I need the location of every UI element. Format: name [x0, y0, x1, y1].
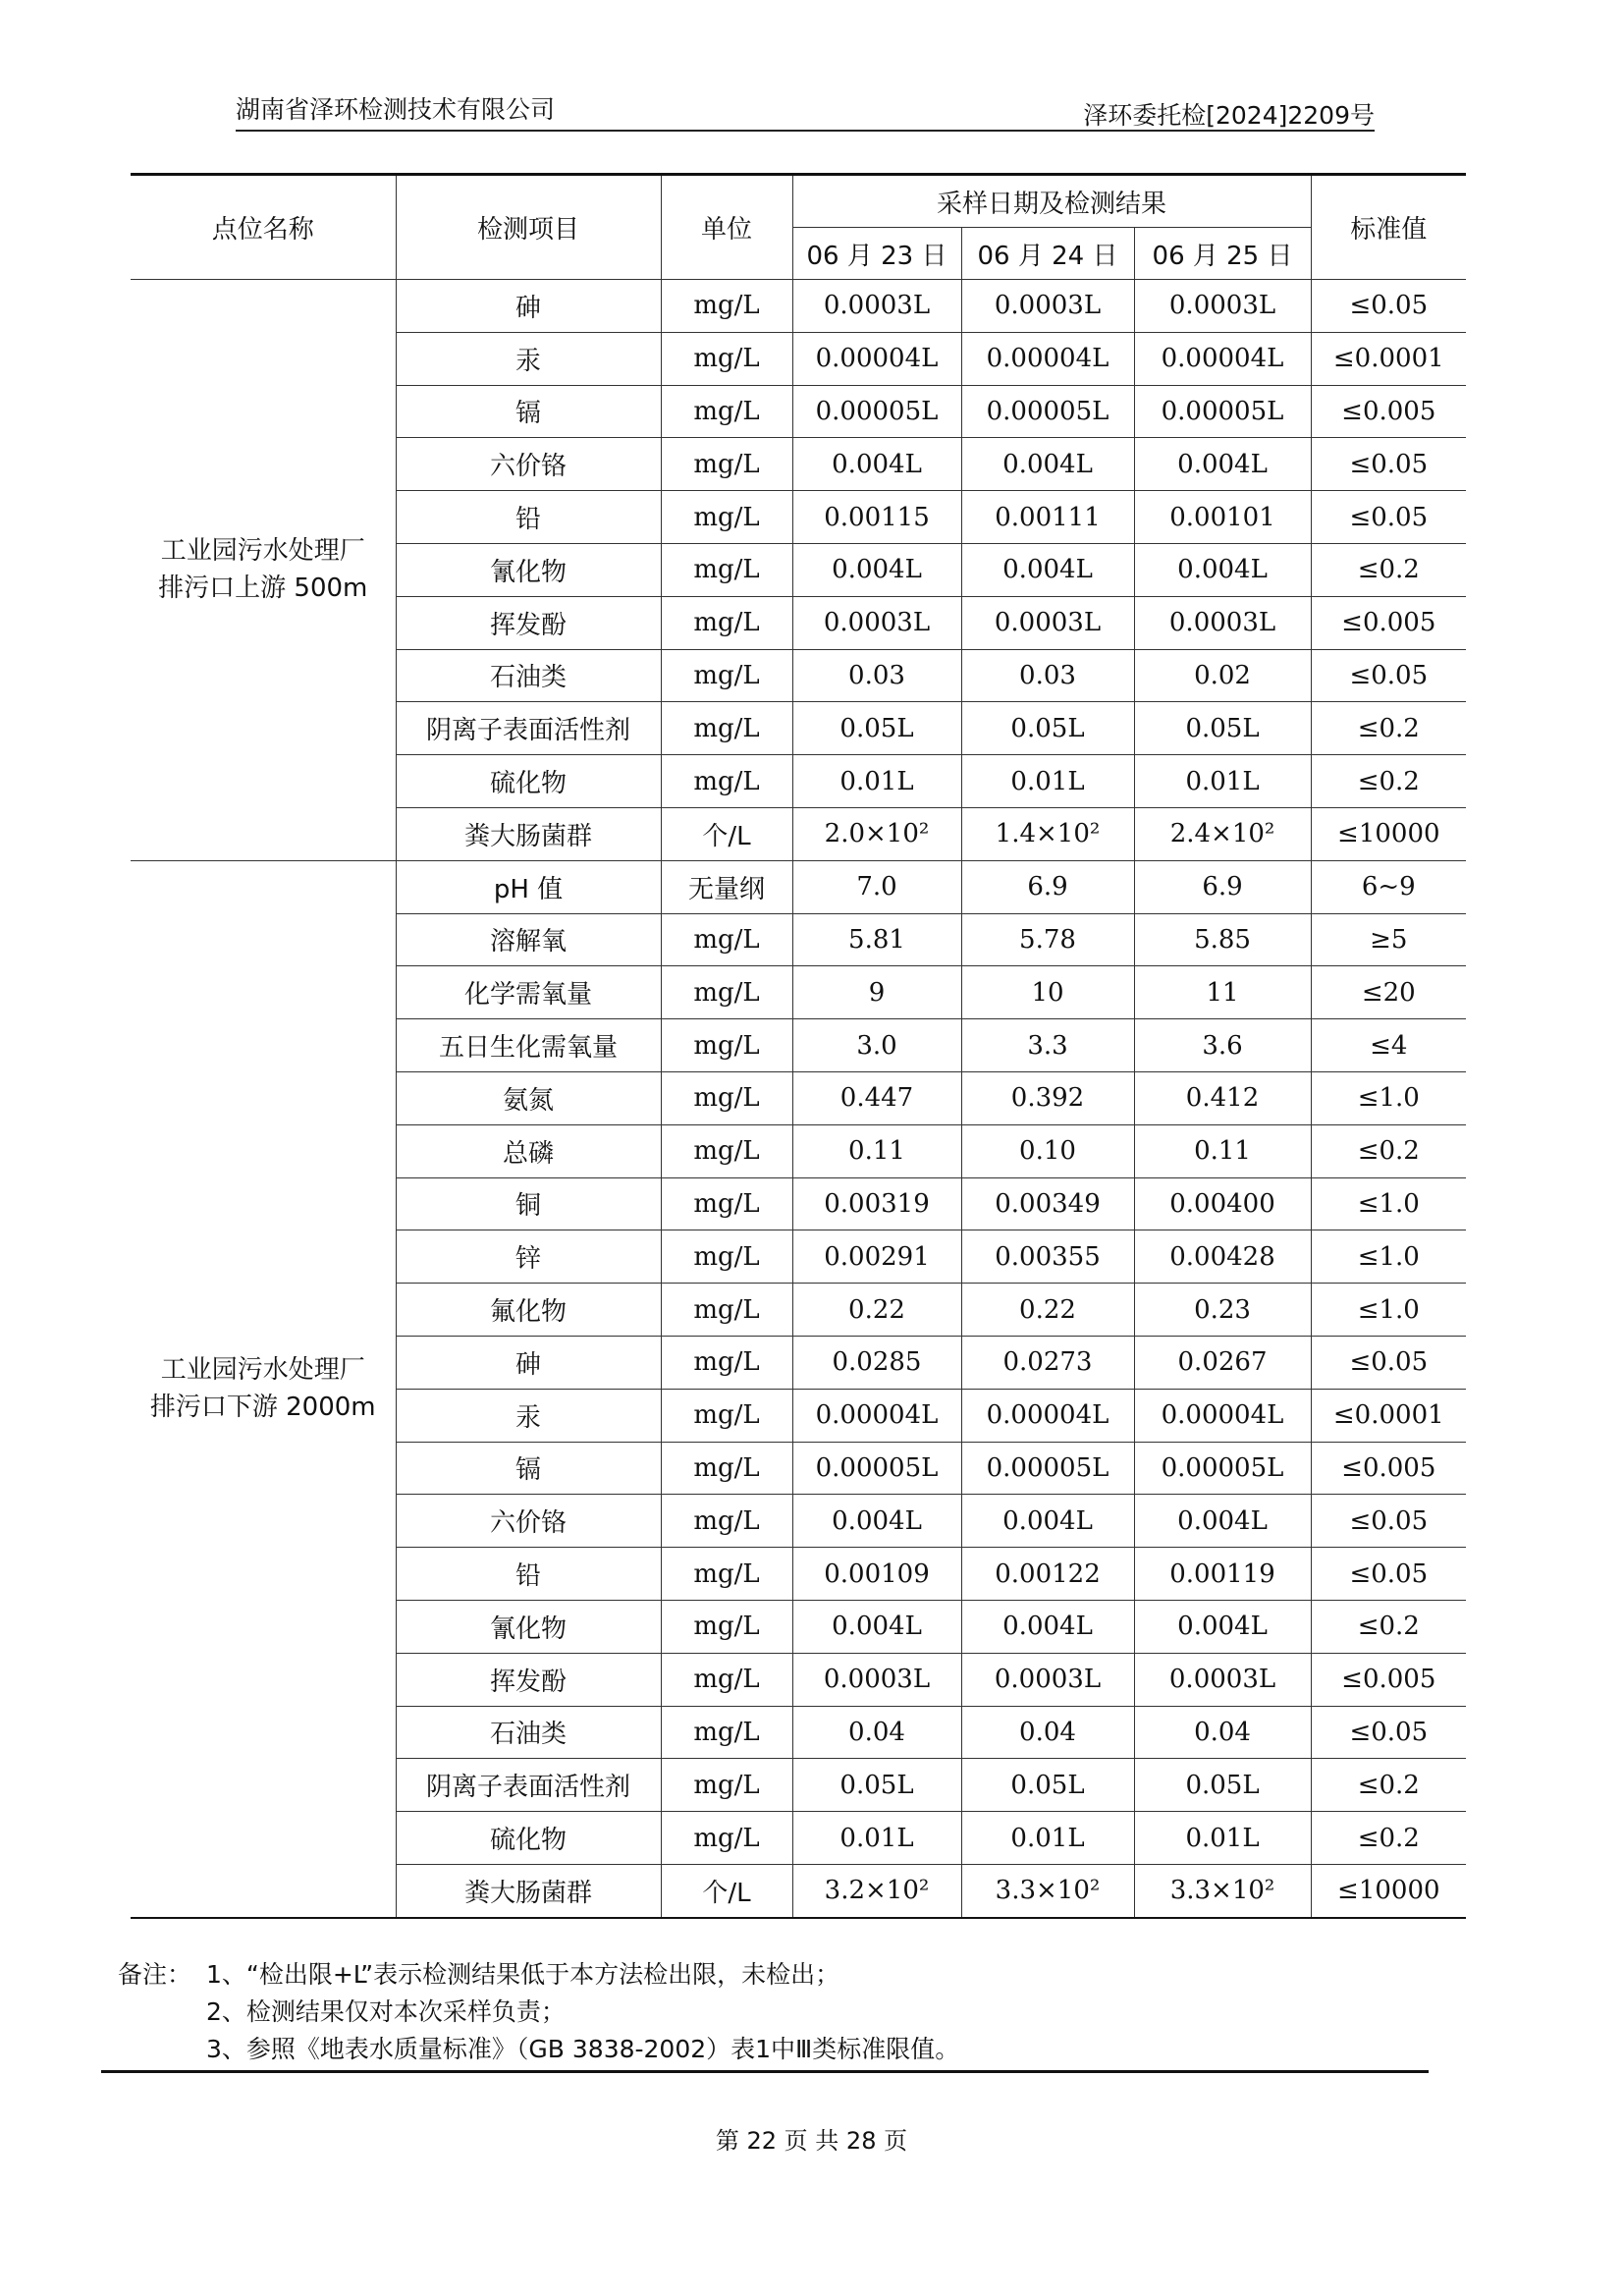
- value-cell: 2.4×10²: [1134, 807, 1311, 860]
- item-cell: pH 值: [396, 860, 661, 913]
- value-cell: 0.00004L: [1134, 1389, 1311, 1442]
- table-row: [131, 280, 1466, 333]
- value-cell: 3.2×10²: [792, 1864, 961, 1917]
- standard-cell: ≤1.0: [1311, 1071, 1466, 1124]
- unit-cell: mg/L: [661, 649, 792, 702]
- value-cell: 0.00004L: [961, 332, 1134, 385]
- value-cell: 0.01L: [961, 1812, 1134, 1865]
- standard-cell: ≤0.2: [1311, 1124, 1466, 1177]
- value-cell: 1.4×10²: [961, 807, 1134, 860]
- site-name-line: 工业园污水处理厂: [160, 1355, 365, 1386]
- value-cell: 0.05L: [792, 702, 961, 755]
- value-cell: 0.05L: [961, 702, 1134, 755]
- unit-cell: mg/L: [661, 1336, 792, 1389]
- item-cell: 锌: [396, 1230, 661, 1284]
- value-cell: 0.01L: [792, 755, 961, 808]
- value-cell: 0.00004L: [961, 1389, 1134, 1442]
- value-cell: 0.00111: [961, 491, 1134, 544]
- unit-cell: mg/L: [661, 1177, 792, 1230]
- item-cell: 铅: [396, 1548, 661, 1601]
- item-cell: 六价铬: [396, 1495, 661, 1548]
- value-cell: 0.00004L: [792, 332, 961, 385]
- value-cell: 6.9: [961, 860, 1134, 913]
- col-header-site: 点位名称: [131, 175, 396, 280]
- note-item: 2、检测结果仅对本次采样负责；: [206, 1997, 566, 2026]
- standard-cell: ≤0.05: [1311, 280, 1466, 333]
- standard-cell: ≤0.0001: [1311, 1389, 1466, 1442]
- item-cell: 镉: [396, 1442, 661, 1495]
- value-cell: 0.00349: [961, 1177, 1134, 1230]
- value-cell: 0.00005L: [1134, 1442, 1311, 1495]
- unit-cell: mg/L: [661, 596, 792, 649]
- footer-divider: [101, 2070, 1429, 2073]
- col-header-standard: 标准值: [1311, 175, 1466, 280]
- unit-cell: mg/L: [661, 1019, 792, 1072]
- value-cell: 0.00005L: [792, 385, 961, 438]
- value-cell: 5.85: [1134, 913, 1311, 966]
- standard-cell: ≤0.2: [1311, 702, 1466, 755]
- table-row: [131, 860, 1466, 913]
- value-cell: 0.0003L: [961, 280, 1134, 333]
- unit-cell: mg/L: [661, 332, 792, 385]
- unit-cell: 个/L: [661, 807, 792, 860]
- value-cell: 0.0267: [1134, 1336, 1311, 1389]
- col-header-date-1: 06 月 23 日: [792, 228, 961, 280]
- value-cell: 0.004L: [1134, 438, 1311, 491]
- unit-cell: mg/L: [661, 1548, 792, 1601]
- item-cell: 汞: [396, 332, 661, 385]
- value-cell: 0.0003L: [792, 596, 961, 649]
- value-cell: 10: [961, 966, 1134, 1019]
- unit-cell: mg/L: [661, 1284, 792, 1337]
- unit-cell: mg/L: [661, 1600, 792, 1653]
- value-cell: 0.03: [792, 649, 961, 702]
- value-cell: 3.3: [961, 1019, 1134, 1072]
- item-cell: 砷: [396, 280, 661, 333]
- standard-cell: ≤4: [1311, 1019, 1466, 1072]
- standard-cell: ≤0.05: [1311, 1495, 1466, 1548]
- value-cell: 0.00005L: [961, 385, 1134, 438]
- standard-cell: ≤0.2: [1311, 543, 1466, 596]
- value-cell: 0.10: [961, 1124, 1134, 1177]
- unit-cell: mg/L: [661, 1389, 792, 1442]
- unit-cell: mg/L: [661, 1812, 792, 1865]
- value-cell: 0.00005L: [792, 1442, 961, 1495]
- value-cell: 0.004L: [792, 1600, 961, 1653]
- value-cell: 0.05L: [1134, 1759, 1311, 1812]
- value-cell: 3.6: [1134, 1019, 1311, 1072]
- standard-cell: ≤0.0001: [1311, 332, 1466, 385]
- value-cell: 0.01L: [961, 755, 1134, 808]
- unit-cell: mg/L: [661, 491, 792, 544]
- standard-cell: ≥5: [1311, 913, 1466, 966]
- item-cell: 化学需氧量: [396, 966, 661, 1019]
- notes-section: [118, 1956, 1453, 2068]
- standard-cell: ≤0.005: [1311, 1442, 1466, 1495]
- value-cell: 0.004L: [1134, 543, 1311, 596]
- site-name-line: 排污口下游 2000m: [149, 1393, 376, 1423]
- unit-cell: mg/L: [661, 280, 792, 333]
- unit-cell: 个/L: [661, 1864, 792, 1917]
- value-cell: 0.0003L: [1134, 280, 1311, 333]
- item-cell: 阴离子表面活性剂: [396, 702, 661, 755]
- value-cell: 0.04: [1134, 1706, 1311, 1759]
- value-cell: 0.00319: [792, 1177, 961, 1230]
- standard-cell: ≤0.005: [1311, 1653, 1466, 1706]
- value-cell: 0.0003L: [792, 280, 961, 333]
- standard-cell: ≤0.005: [1311, 385, 1466, 438]
- value-cell: 0.05L: [961, 1759, 1134, 1812]
- value-cell: 0.00400: [1134, 1177, 1311, 1230]
- value-cell: 0.00428: [1134, 1230, 1311, 1284]
- note-line-2: [118, 1994, 1453, 2031]
- value-cell: 7.0: [792, 860, 961, 913]
- value-cell: 0.0003L: [1134, 1653, 1311, 1706]
- standard-cell: ≤20: [1311, 966, 1466, 1019]
- value-cell: 0.02: [1134, 649, 1311, 702]
- col-header-date-2: 06 月 24 日: [961, 228, 1134, 280]
- value-cell: 0.0285: [792, 1336, 961, 1389]
- item-cell: 石油类: [396, 649, 661, 702]
- value-cell: 3.0: [792, 1019, 961, 1072]
- value-cell: 0.0003L: [792, 1653, 961, 1706]
- col-header-date-3: 06 月 25 日: [1134, 228, 1311, 280]
- note-item: 1、“检出限+L”表示检测结果低于本方法检出限，未检出；: [206, 1960, 840, 1989]
- value-cell: 0.03: [961, 649, 1134, 702]
- value-cell: 0.0003L: [961, 596, 1134, 649]
- standard-cell: ≤1.0: [1311, 1284, 1466, 1337]
- item-cell: 挥发酚: [396, 596, 661, 649]
- company-name: 湖南省泽环检测技术有限公司: [236, 95, 556, 124]
- unit-cell: 无量纲: [661, 860, 792, 913]
- unit-cell: mg/L: [661, 1442, 792, 1495]
- value-cell: 0.00291: [792, 1230, 961, 1284]
- col-header-item: 检测项目: [396, 175, 661, 280]
- results-table: [131, 173, 1466, 1919]
- unit-cell: mg/L: [661, 543, 792, 596]
- standard-cell: ≤0.05: [1311, 1336, 1466, 1389]
- results-table-body: [131, 280, 1466, 1918]
- standard-cell: ≤10000: [1311, 807, 1466, 860]
- col-header-unit: 单位: [661, 175, 792, 280]
- item-cell: 镉: [396, 385, 661, 438]
- unit-cell: mg/L: [661, 1495, 792, 1548]
- value-cell: 0.004L: [961, 438, 1134, 491]
- item-cell: 铜: [396, 1177, 661, 1230]
- value-cell: 0.004L: [961, 1600, 1134, 1653]
- value-cell: 0.04: [961, 1706, 1134, 1759]
- value-cell: 0.00004L: [792, 1389, 961, 1442]
- value-cell: 0.004L: [1134, 1600, 1311, 1653]
- document-number: 泽环委托检[2024]2209号: [1083, 101, 1375, 130]
- value-cell: 5.78: [961, 913, 1134, 966]
- value-cell: 0.00115: [792, 491, 961, 544]
- results-table-wrapper: [131, 173, 1466, 1919]
- value-cell: 9: [792, 966, 961, 1019]
- value-cell: 0.22: [792, 1284, 961, 1337]
- standard-cell: ≤0.2: [1311, 1759, 1466, 1812]
- standard-cell: ≤0.05: [1311, 1706, 1466, 1759]
- value-cell: 0.0273: [961, 1336, 1134, 1389]
- standard-cell: ≤1.0: [1311, 1177, 1466, 1230]
- standard-cell: ≤0.05: [1311, 491, 1466, 544]
- item-cell: 六价铬: [396, 438, 661, 491]
- item-cell: 五日生化需氧量: [396, 1019, 661, 1072]
- site-name-cell: [131, 860, 396, 1917]
- item-cell: 挥发酚: [396, 1653, 661, 1706]
- note-line-3: [118, 2031, 1453, 2068]
- value-cell: 0.00122: [961, 1548, 1134, 1601]
- standard-cell: ≤0.2: [1311, 755, 1466, 808]
- page-header: [236, 90, 1375, 130]
- standard-cell: 6~9: [1311, 860, 1466, 913]
- value-cell: 0.00109: [792, 1548, 961, 1601]
- standard-cell: ≤0.2: [1311, 1600, 1466, 1653]
- site-name-line: 排污口上游 500m: [158, 574, 368, 604]
- unit-cell: mg/L: [661, 1653, 792, 1706]
- value-cell: 3.3×10²: [1134, 1864, 1311, 1917]
- item-cell: 氨氮: [396, 1071, 661, 1124]
- standard-cell: ≤10000: [1311, 1864, 1466, 1917]
- standard-cell: ≤0.05: [1311, 1548, 1466, 1601]
- col-header-group: 采样日期及检测结果: [792, 175, 1311, 228]
- value-cell: 0.004L: [961, 1495, 1134, 1548]
- value-cell: 0.00004L: [1134, 332, 1311, 385]
- unit-cell: mg/L: [661, 1124, 792, 1177]
- value-cell: 2.0×10²: [792, 807, 961, 860]
- unit-cell: mg/L: [661, 1230, 792, 1284]
- item-cell: 溶解氧: [396, 913, 661, 966]
- item-cell: 硫化物: [396, 755, 661, 808]
- unit-cell: mg/L: [661, 385, 792, 438]
- value-cell: 0.00355: [961, 1230, 1134, 1284]
- item-cell: 粪大肠菌群: [396, 807, 661, 860]
- item-cell: 总磷: [396, 1124, 661, 1177]
- value-cell: 0.11: [1134, 1124, 1311, 1177]
- note-item: 3、参照《地表水质量标准》（GB 3838-2002）表1中Ⅲ类标准限值。: [206, 2035, 960, 2063]
- item-cell: 氰化物: [396, 1600, 661, 1653]
- item-cell: 硫化物: [396, 1812, 661, 1865]
- unit-cell: mg/L: [661, 966, 792, 1019]
- unit-cell: mg/L: [661, 1706, 792, 1759]
- item-cell: 石油类: [396, 1706, 661, 1759]
- value-cell: 0.23: [1134, 1284, 1311, 1337]
- standard-cell: ≤1.0: [1311, 1230, 1466, 1284]
- value-cell: 0.01L: [1134, 755, 1311, 808]
- unit-cell: mg/L: [661, 1759, 792, 1812]
- value-cell: 0.22: [961, 1284, 1134, 1337]
- value-cell: 0.392: [961, 1071, 1134, 1124]
- note-line-1: [118, 1956, 1453, 1994]
- header-divider: [236, 130, 1375, 132]
- value-cell: 0.0003L: [961, 1653, 1134, 1706]
- item-cell: 汞: [396, 1389, 661, 1442]
- value-cell: 0.447: [792, 1071, 961, 1124]
- value-cell: 0.00005L: [961, 1442, 1134, 1495]
- value-cell: 0.004L: [792, 438, 961, 491]
- unit-cell: mg/L: [661, 755, 792, 808]
- unit-cell: mg/L: [661, 1071, 792, 1124]
- value-cell: 0.01L: [792, 1812, 961, 1865]
- value-cell: 6.9: [1134, 860, 1311, 913]
- item-cell: 铅: [396, 491, 661, 544]
- item-cell: 阴离子表面活性剂: [396, 1759, 661, 1812]
- value-cell: 0.004L: [1134, 1495, 1311, 1548]
- item-cell: 氰化物: [396, 543, 661, 596]
- value-cell: 0.004L: [792, 543, 961, 596]
- standard-cell: ≤0.005: [1311, 596, 1466, 649]
- item-cell: 粪大肠菌群: [396, 1864, 661, 1917]
- header-row-1: [131, 175, 1466, 228]
- value-cell: 5.81: [792, 913, 961, 966]
- site-name-cell: [131, 280, 396, 861]
- unit-cell: mg/L: [661, 438, 792, 491]
- value-cell: 3.3×10²: [961, 1864, 1134, 1917]
- notes-label: 备注：: [118, 1960, 192, 1989]
- value-cell: 0.05L: [792, 1759, 961, 1812]
- value-cell: 0.0003L: [1134, 596, 1311, 649]
- site-name-line: 工业园污水处理厂: [160, 536, 365, 567]
- value-cell: 0.00101: [1134, 491, 1311, 544]
- unit-cell: mg/L: [661, 702, 792, 755]
- value-cell: 0.00005L: [1134, 385, 1311, 438]
- unit-cell: mg/L: [661, 913, 792, 966]
- page-number: 第 22 页 共 28 页: [715, 2127, 908, 2155]
- value-cell: 11: [1134, 966, 1311, 1019]
- item-cell: 氟化物: [396, 1284, 661, 1337]
- value-cell: 0.004L: [961, 543, 1134, 596]
- value-cell: 0.00119: [1134, 1548, 1311, 1601]
- standard-cell: ≤0.05: [1311, 438, 1466, 491]
- value-cell: 0.412: [1134, 1071, 1311, 1124]
- standard-cell: ≤0.2: [1311, 1812, 1466, 1865]
- value-cell: 0.11: [792, 1124, 961, 1177]
- standard-cell: ≤0.05: [1311, 649, 1466, 702]
- value-cell: 0.004L: [792, 1495, 961, 1548]
- value-cell: 0.05L: [1134, 702, 1311, 755]
- value-cell: 0.01L: [1134, 1812, 1311, 1865]
- item-cell: 砷: [396, 1336, 661, 1389]
- value-cell: 0.04: [792, 1706, 961, 1759]
